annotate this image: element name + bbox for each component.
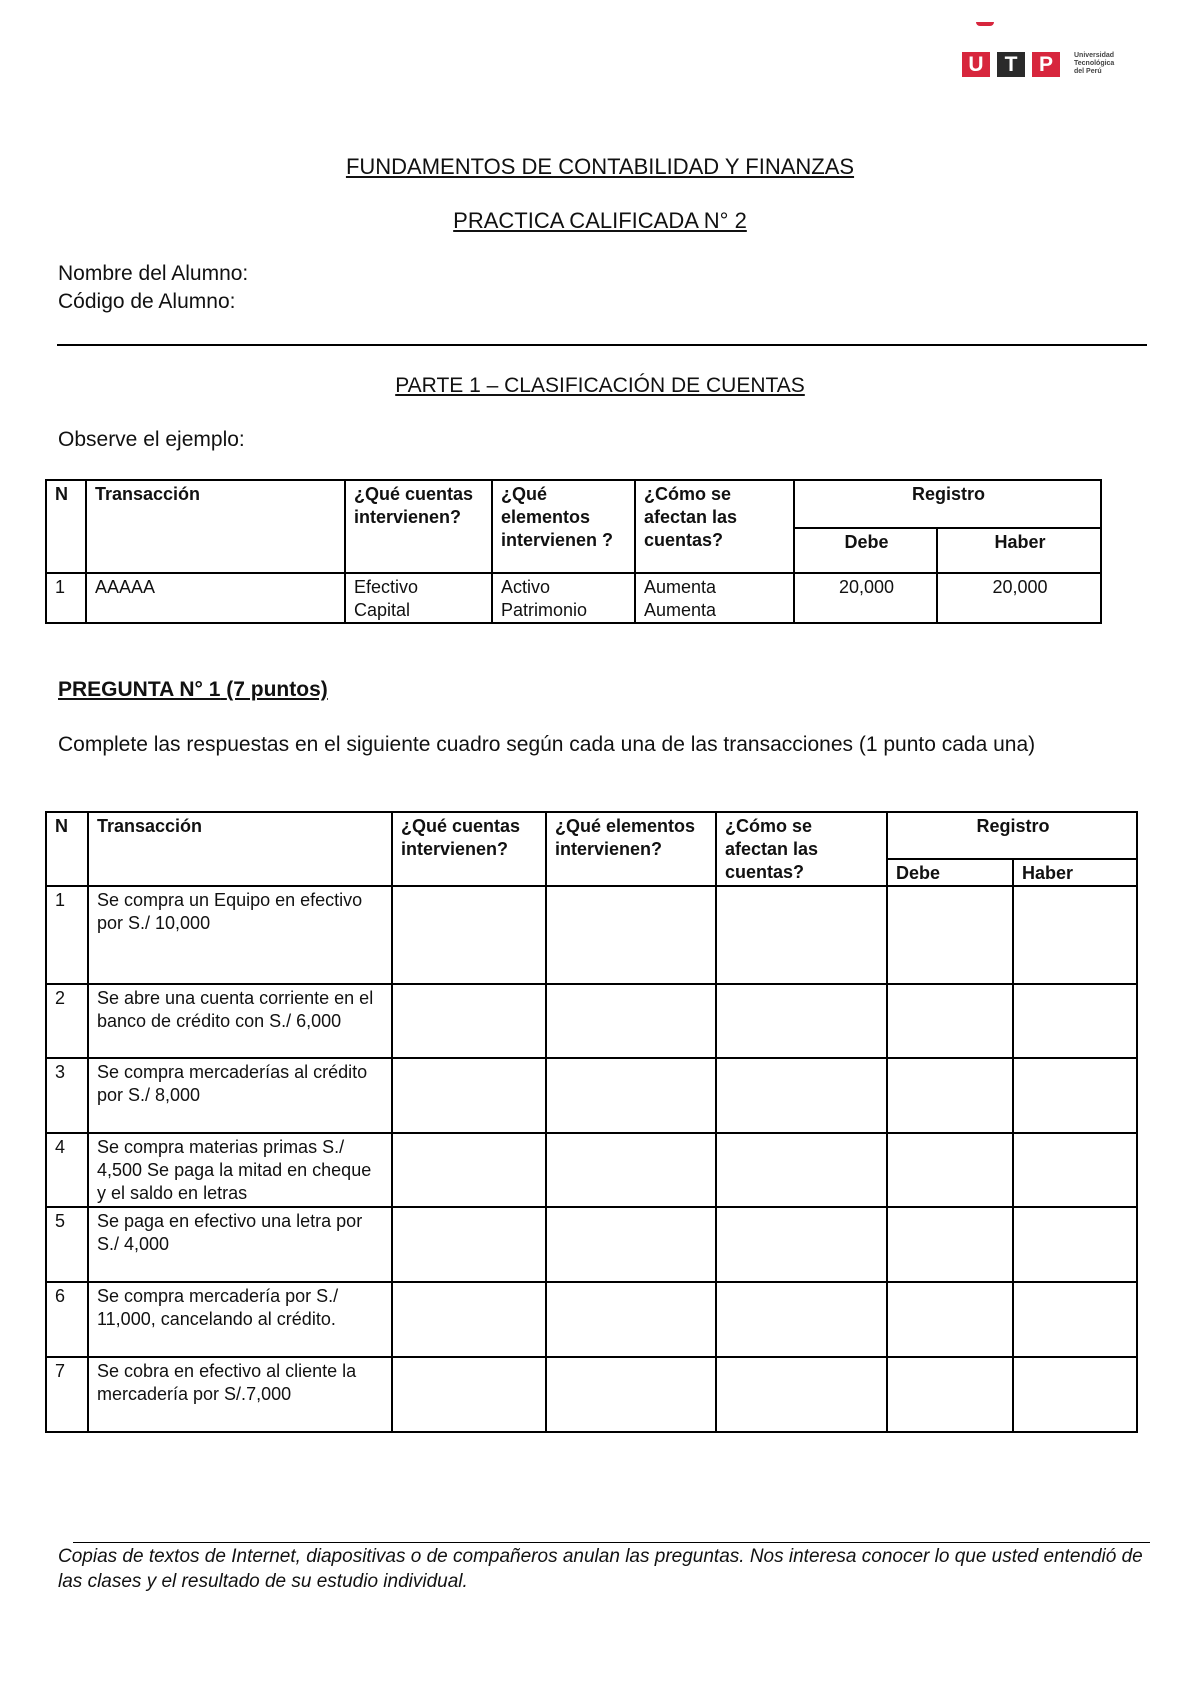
question-header-afectan: ¿Cómo se afectan las cuentas?	[716, 812, 887, 886]
logo-accent	[976, 22, 994, 26]
row-3-afectan-answer[interactable]	[716, 1058, 887, 1133]
row-4-transaccion: Se compra materias primas S./ 4,500 Se paga la mitad en cheque y el saldo en letras	[88, 1133, 392, 1207]
example-cell-afectan	[635, 573, 794, 623]
row-3-transaccion: Se compra mercaderías al crédito por S./ 8,000	[88, 1058, 392, 1133]
row-1-afectan-answer[interactable]	[716, 886, 887, 984]
row-1-n: 1	[46, 886, 88, 984]
example-header-elementos: ¿Qué elementos intervienen ?	[492, 480, 635, 573]
example-cuenta-2: Capital	[354, 600, 411, 620]
logo-letter-t: T	[997, 52, 1025, 77]
row-2-transaccion: Se abre una cuenta corriente en el banco de crédito con S./ 6,000	[88, 984, 392, 1058]
logo-line-1: Universidad	[1074, 52, 1115, 59]
question1-instructions: Complete las respuestas en el siguiente cuadro según cada una de las transacciones (1 punto cada una)	[58, 733, 1036, 756]
row-1-transaccion: Se compra un Equipo en efectivo por S./ 10,000	[88, 886, 392, 984]
row-5-n: 5	[46, 1207, 88, 1282]
row-5-haber-answer[interactable]	[1013, 1207, 1137, 1282]
observe-label: Observe el ejemplo:	[58, 428, 245, 451]
row-2-afectan-answer[interactable]	[716, 984, 887, 1058]
example-cell-haber: 20,000	[937, 573, 1101, 623]
row-7-elementos-answer[interactable]	[546, 1357, 716, 1432]
row-6-elementos-answer[interactable]	[546, 1282, 716, 1357]
logo-letter-p: P	[1032, 52, 1060, 77]
question-header-n: N	[46, 812, 88, 886]
example-elemento-1: Activo	[501, 577, 551, 597]
footer-divider	[73, 1542, 1150, 1543]
example-cell-cuentas	[345, 573, 492, 623]
row-3-cuentas-answer[interactable]	[392, 1058, 546, 1133]
part1-title: PARTE 1 – CLASIFICACIÓN DE CUENTAS	[395, 374, 805, 397]
row-1-haber-answer[interactable]	[1013, 886, 1137, 984]
row-5-elementos-answer[interactable]	[546, 1207, 716, 1282]
row-4-afectan-answer[interactable]	[716, 1133, 887, 1207]
row-5-debe-answer[interactable]	[887, 1207, 1013, 1282]
row-5-transaccion: Se paga en efectivo una letra por S./ 4,000	[88, 1207, 392, 1282]
row-2-cuentas-answer[interactable]	[392, 984, 546, 1058]
header-divider	[57, 344, 1147, 346]
footer-note: Copias de textos de Internet, diapositivas o de compañeros anulan las preguntas. Nos interesa conocer lo que usted entendió de las clases y el resultado de su estudio individual.	[58, 1546, 1143, 1592]
example-table	[45, 479, 1102, 624]
logo-letter-u: U	[962, 52, 990, 77]
row-3-n: 3	[46, 1058, 88, 1133]
question1-points: (7 puntos)	[226, 678, 328, 701]
table-row	[46, 1207, 1137, 1282]
example-header-transaccion: Transacción	[86, 480, 345, 573]
row-7-cuentas-answer[interactable]	[392, 1357, 546, 1432]
row-2-haber-answer[interactable]	[1013, 984, 1137, 1058]
example-afecta-1: Aumenta	[644, 577, 717, 597]
question-header-registro: Registro	[887, 812, 1137, 859]
example-cell-n: 1	[46, 573, 86, 623]
table-row	[46, 1133, 1137, 1207]
example-cell-debe: 20,000	[794, 573, 937, 623]
logo-text	[1074, 52, 1114, 76]
row-4-haber-answer[interactable]	[1013, 1133, 1137, 1207]
question-table	[45, 811, 1138, 1433]
row-1-debe-answer[interactable]	[887, 886, 1013, 984]
example-header-afectan: ¿Cómo se afectan las cuentas?	[635, 480, 794, 573]
row-7-debe-answer[interactable]	[887, 1357, 1013, 1432]
row-5-afectan-answer[interactable]	[716, 1207, 887, 1282]
row-4-elementos-answer[interactable]	[546, 1133, 716, 1207]
row-6-haber-answer[interactable]	[1013, 1282, 1137, 1357]
exam-title: PRACTICA CALIFICADA N° 2	[453, 208, 747, 233]
row-6-afectan-answer[interactable]	[716, 1282, 887, 1357]
row-2-elementos-answer[interactable]	[546, 984, 716, 1058]
example-elemento-2: Patrimonio	[501, 600, 588, 620]
example-header-haber: Haber	[937, 528, 1101, 573]
table-row	[46, 1357, 1137, 1432]
table-row	[46, 886, 1137, 984]
row-4-cuentas-answer[interactable]	[392, 1133, 546, 1207]
question-header-cuentas: ¿Qué cuentas intervienen?	[392, 812, 546, 886]
row-6-cuentas-answer[interactable]	[392, 1282, 546, 1357]
row-7-n: 7	[46, 1357, 88, 1432]
row-3-haber-answer[interactable]	[1013, 1058, 1137, 1133]
row-6-transaccion: Se compra mercadería por S./ 11,000, cancelando al crédito.	[88, 1282, 392, 1357]
example-header-cuentas: ¿Qué cuentas intervienen?	[345, 480, 492, 573]
example-row	[46, 573, 1101, 623]
utp-logo	[960, 48, 1140, 80]
row-5-cuentas-answer[interactable]	[392, 1207, 546, 1282]
logo-line-2: Tecnológica	[1074, 60, 1115, 67]
student-name-label: Nombre del Alumno:	[58, 262, 249, 285]
row-2-debe-answer[interactable]	[887, 984, 1013, 1058]
row-1-elementos-answer[interactable]	[546, 886, 716, 984]
example-header-debe: Debe	[794, 528, 937, 573]
row-6-debe-answer[interactable]	[887, 1282, 1013, 1357]
question-header-debe: Debe	[887, 859, 1013, 886]
row-7-haber-answer[interactable]	[1013, 1357, 1137, 1432]
example-header-n: N	[46, 480, 86, 573]
example-cuenta-1: Efectivo	[354, 577, 419, 597]
row-7-afectan-answer[interactable]	[716, 1357, 887, 1432]
logo-line-3: del Perú	[1074, 68, 1102, 75]
question1-heading	[58, 678, 328, 702]
example-cell-transaccion: AAAAA	[86, 573, 345, 623]
row-7-transaccion: Se cobra en efectivo al cliente la mercadería por S/.7,000	[88, 1357, 392, 1432]
row-2-n: 2	[46, 984, 88, 1058]
course-title: FUNDAMENTOS DE CONTABILIDAD Y FINANZAS	[345, 154, 855, 179]
row-4-n: 4	[46, 1133, 88, 1207]
question-header-transaccion: Transacción	[88, 812, 392, 886]
table-row	[46, 1058, 1137, 1133]
question-header-elementos: ¿Qué elementos intervienen?	[546, 812, 716, 886]
table-row	[46, 984, 1137, 1058]
row-3-debe-answer[interactable]	[887, 1058, 1013, 1133]
row-6-n: 6	[46, 1282, 88, 1357]
row-3-elementos-answer[interactable]	[546, 1058, 716, 1133]
table-row	[46, 1282, 1137, 1357]
question1-title: PREGUNTA N° 1	[58, 678, 221, 701]
example-header-registro: Registro	[794, 480, 1101, 528]
example-afecta-2: Aumenta	[644, 600, 717, 620]
row-1-cuentas-answer[interactable]	[392, 886, 546, 984]
question-header-haber: Haber	[1013, 859, 1137, 886]
row-4-debe-answer[interactable]	[887, 1133, 1013, 1207]
example-cell-elementos	[492, 573, 635, 623]
student-code-label: Código de Alumno:	[58, 290, 236, 313]
